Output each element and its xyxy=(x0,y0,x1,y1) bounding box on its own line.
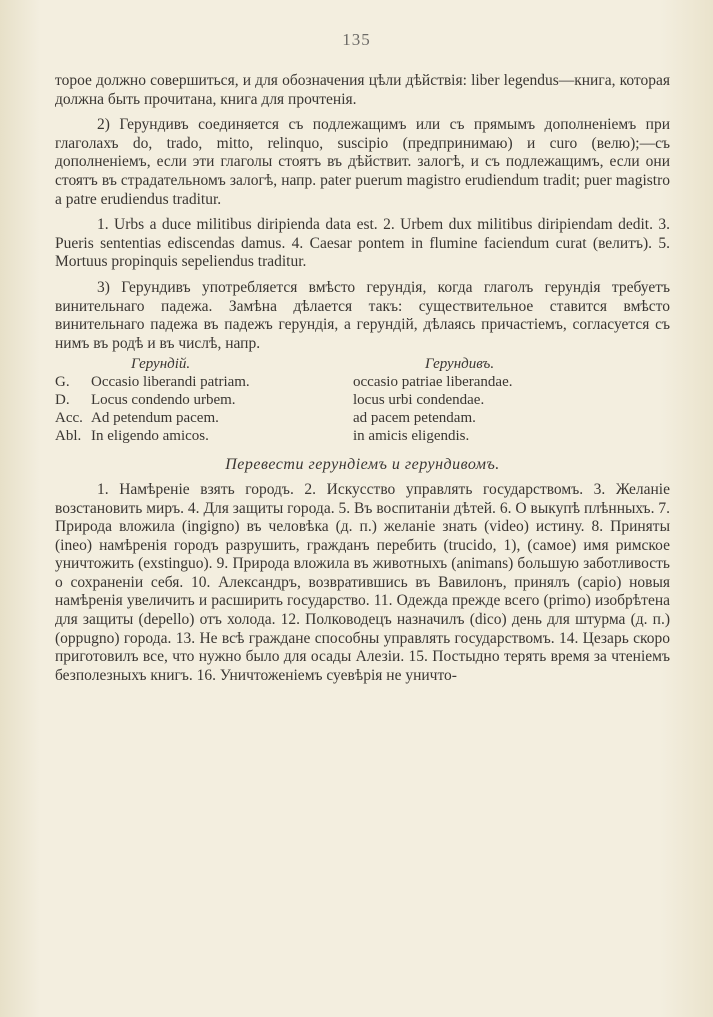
gerundive-cell: ad pacem petendam. xyxy=(353,410,476,427)
gerund-cell: Occasio liberandi patriam. xyxy=(91,374,250,391)
page-number: 135 xyxy=(342,30,371,49)
page-content xyxy=(55,72,670,685)
gerundive-cell: locus urbi condendae. xyxy=(353,392,485,409)
paragraph-rule-3: 3) Герундивъ употребляется вмѣсто герундія, когда глаголъ герундія требуетъ винительнаго падежа. Замѣна дѣлается такъ: существительное ставится вмѣсто винительнаго падежа въ падежъ герундія, а герундій, дѣлаясь причастіемъ, согласуется съ нимъ въ родѣ и въ числѣ, напр. xyxy=(55,278,670,352)
table-row xyxy=(55,391,670,409)
table-row xyxy=(55,427,670,445)
paragraph-continuation: торое должно совершиться, и для обозначения цѣли дѣйствія: liber legendus—книга, которая должна быть прочитана, книга для прочтенія. xyxy=(55,72,670,108)
table-row xyxy=(55,373,670,391)
gerund-gerundive-table xyxy=(55,355,670,445)
paragraph-rule-2: 2) Герундивъ соединяется съ подлежащимъ или съ прямымъ дополненіемъ при глаголахъ do, trado, mitto, relinquo, suscipio (предпринимаю) и curo (велю);—съ дополненіемъ, если эти глаголы стоятъ въ дѣйствит. залогѣ, и съ подлежащимъ, если они стоятъ въ страдательномъ залогѣ, напр. pater puerum magistro erudiendum tradit; puer magistro a patre erudiendus traditur. xyxy=(55,116,670,208)
exercise-text: 1. Намѣреніе взять городъ. 2. Искусство управлять государствомъ. 3. Желаніе возстановить миръ. 4. Для защиты города. 5. Въ воспитаніи дѣтей. 6. О выкупѣ плѣнныхъ. 7. Природа вложила (ingigno) въ человѣка (д. п.) желаніе знать (video) истину. 8. Приняты (ineo) намѣренія городъ разрушить, гражданъ перебить (trucido, 1), (самое) имя римское уничтожить (exstinguo). 9. Природа вложила въ животныхъ (animans) большую заботливость о сохраненіи себя. 10. Александръ, возвратившись въ Вавилонъ, принялъ (capio) новыя намѣренія увеличить и расширить государство. 11. Одежда прежде всего (primo) изобрѣтена для защиты (depello) отъ холода. 12. Полководецъ назначилъ (dico) день для штурма (д. п.) (oppugno) города. 13. Не всѣ граждане способны управлять государствомъ. 14. Цезарь скоро приготовилъ все, что нужно было для осады Алезіи. 15. Постыдно терять время за чтеніемъ безполезныхъ книгъ. 16. Уничтоженіемъ суевѣрія не уничто- xyxy=(55,480,670,684)
gerund-cell: In eligendo amicos. xyxy=(91,428,209,445)
case-label: Acc. xyxy=(55,410,83,427)
case-label: G. xyxy=(55,374,70,391)
case-label: D. xyxy=(55,392,70,409)
gerund-cell: Locus condendo urbem. xyxy=(91,392,236,409)
case-label: Abl. xyxy=(55,428,82,445)
exercise-title: Перевести герундіемъ и герундивомъ. xyxy=(225,456,500,474)
header-gerundive: Герундивъ. xyxy=(425,356,495,373)
table-row xyxy=(55,409,670,427)
paragraph-examples: 1. Urbs a duce militibus diripienda data est. 2. Urbem dux militibus diripiendam dedit. 3. Pueris sententias ediscendas damus. 4. Caesar pontem in flumine faciendum curat (велитъ). 5. Mortuus propinquis sepeliendus traditur. xyxy=(55,216,670,271)
gerundive-cell: occasio patriae liberandae. xyxy=(353,374,513,391)
gerund-cell: Ad petendum pacem. xyxy=(91,410,219,427)
gerundive-cell: in amicis eligendis. xyxy=(353,428,470,445)
header-gerund: Герундій. xyxy=(131,356,191,373)
table-header xyxy=(55,355,670,373)
